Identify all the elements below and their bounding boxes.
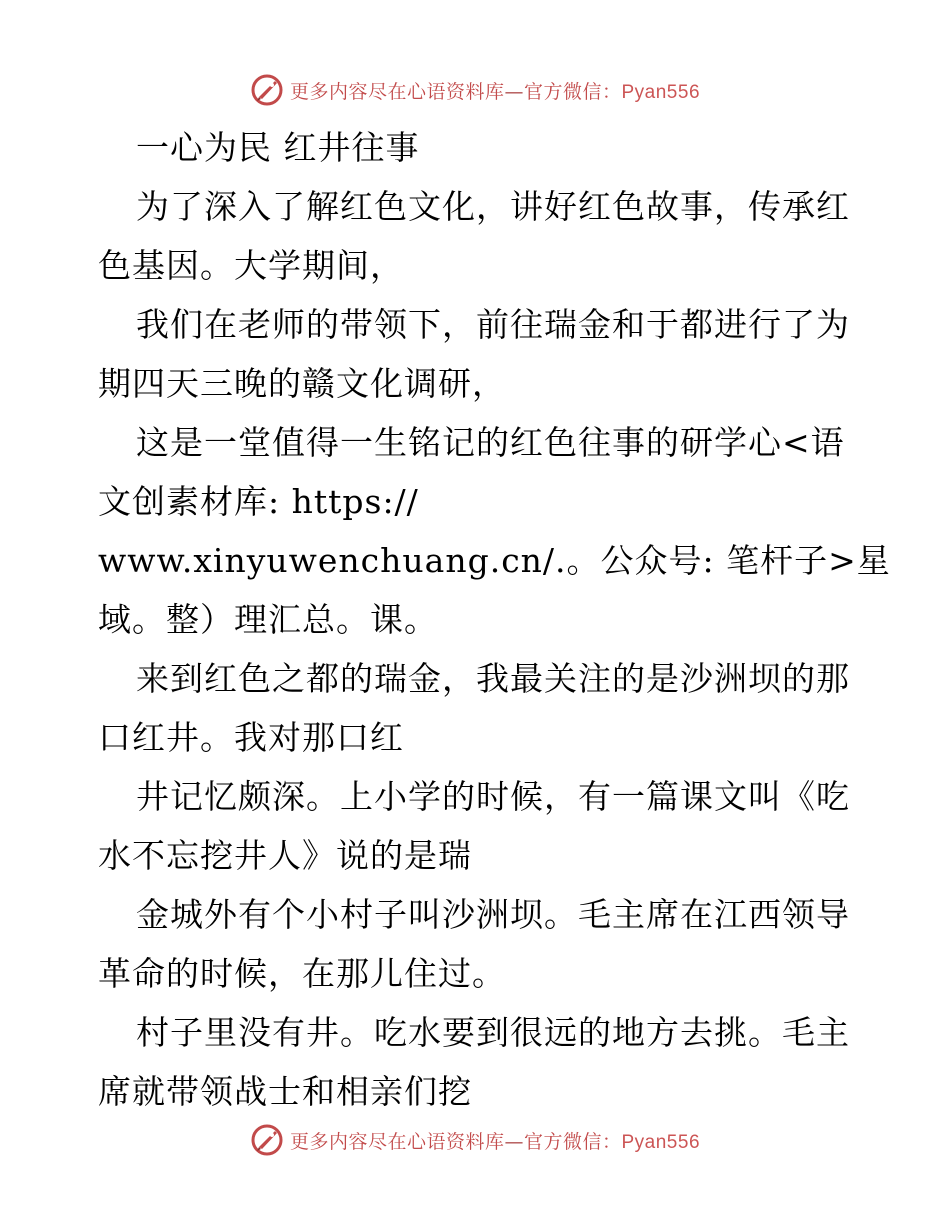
text-line: 金城外有个小村子叫沙洲坝。毛主席在江西领导: [136, 895, 850, 934]
header-banner-text: [290, 77, 700, 104]
text-line: www.xinyuwenchuang.cn/.。公众号: 笔杆子>星: [98, 541, 891, 580]
text-line: 水不忘挖井人》说的是瑞: [98, 836, 472, 875]
footer-wechat-label: 官方微信：: [523, 1130, 622, 1153]
footer-banner: [0, 1118, 950, 1162]
header-banner-separator: —: [504, 80, 524, 103]
header-banner-title: 更多内容尽在心语资料库: [289, 80, 505, 103]
header-banner: [0, 68, 950, 112]
quill-pen-logo-icon: [250, 73, 284, 107]
text-line: 井记忆颇深。上小学的时候，有一篇课文叫《吃: [136, 777, 850, 816]
footer-banner-text: [290, 1127, 700, 1154]
header-wechat-id: Pyan556: [621, 81, 701, 103]
quill-pen-logo-icon: [250, 1123, 284, 1157]
text-line: 期四天三晚的赣文化调研，: [98, 364, 506, 403]
text-line: 革命的时候，在那儿住过。: [98, 954, 506, 993]
text-line: 为了深入了解红色文化，讲好红色故事，传承红: [136, 187, 850, 226]
header-banner-content: [250, 73, 700, 107]
footer-banner-content: [250, 1123, 700, 1157]
text-line: 席就带领战士和相亲们挖: [98, 1072, 472, 1111]
footer-banner-title: 更多内容尽在心语资料库: [289, 1130, 505, 1153]
text-line: 域。整）理汇总。课。: [98, 600, 438, 639]
document-title: 一心为民 红井往事: [136, 128, 420, 167]
text-line: 口红井。我对那口红: [98, 718, 404, 757]
text-line: 来到红色之都的瑞金，我最关注的是沙洲坝的那: [136, 659, 850, 698]
footer-wechat-id: Pyan556: [621, 1131, 701, 1153]
footer-banner-separator: —: [504, 1130, 524, 1153]
header-wechat-label: 官方微信：: [523, 80, 622, 103]
text-line: 村子里没有井。吃水要到很远的地方去挑。毛主: [136, 1013, 850, 1052]
text-line: 我们在老师的带领下，前往瑞金和于都进行了为: [136, 305, 850, 344]
text-line: 这是一堂值得一生铭记的红色往事的研学心<语: [136, 423, 845, 462]
document-body: [98, 118, 891, 1121]
text-line: 色基因。大学期间，: [98, 246, 404, 285]
text-line: 文创素材库: https://: [98, 482, 419, 521]
